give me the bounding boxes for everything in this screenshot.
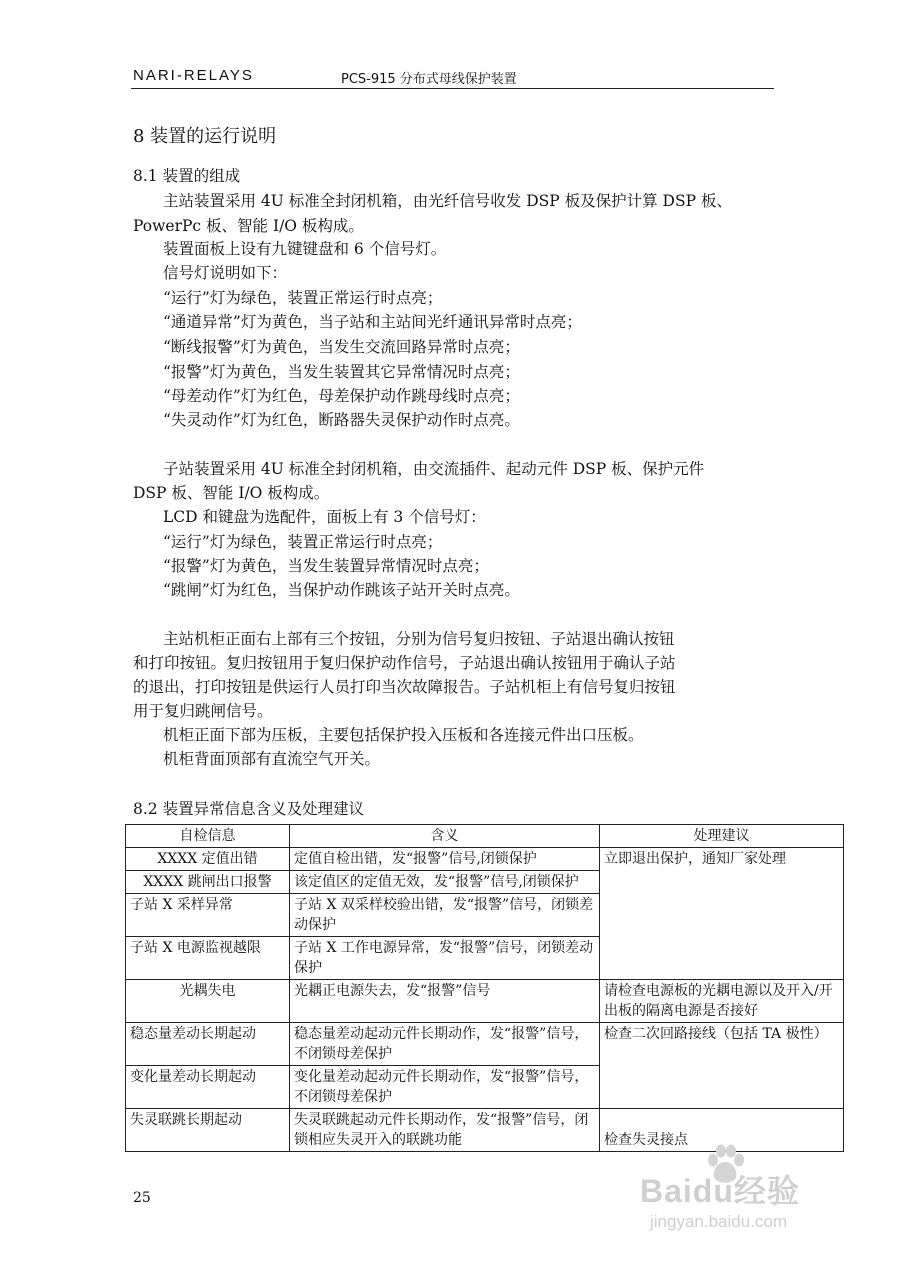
body-line: 用于复归跳闸信号。 xyxy=(133,702,273,720)
self-check-cell: XXXX 定值出错 xyxy=(126,848,290,871)
page-header-left: NARI-RELAYS xyxy=(133,67,254,84)
subsection-title-composition: 8.1 装置的组成 xyxy=(133,167,241,185)
body-line: DSP 板、智能 I/O 板构成。 xyxy=(133,484,330,502)
body-line: 主站机柜正面右上部有三个按钮，分别为信号复归按钮、子站退出确认按钮 xyxy=(163,630,675,648)
body-line: 子站装置采用 4U 标准全封闭机箱，由交流插件、起动元件 DSP 板、保护元件 xyxy=(163,460,705,478)
body-line: 装置面板上设有九键键盘和 6 个信号灯。 xyxy=(163,240,447,258)
meaning-cell: 该定值区的定值无效，发“报警”信号,闭锁保护 xyxy=(290,871,600,894)
body-line: “失灵动作”灯为红色，断路器失灵保护动作时点亮。 xyxy=(163,411,520,429)
subsection-title-fault-info: 8.2 装置异常信息含义及处理建议 xyxy=(133,800,365,818)
header-rule xyxy=(131,88,774,89)
advice-cell: 检查二次回路接线（包括 TA 极性） xyxy=(600,1023,844,1109)
self-check-cell: 失灵联跳长期起动 xyxy=(126,1109,290,1152)
body-line: “跳闸”灯为红色，当保护动作跳该子站开关时点亮。 xyxy=(163,581,520,599)
advice-cell: 检查失灵接点 xyxy=(600,1109,844,1152)
body-line: “母差动作”灯为红色，母差保护动作跳母线时点亮； xyxy=(163,387,520,405)
body-line: 的退出，打印按钮是供运行人员打印当次故障报告。子站机柜上有信号复归按钮 xyxy=(133,678,676,696)
body-line: “断线报警”灯为黄色，当发生交流回路异常时点亮； xyxy=(163,338,520,356)
self-check-cell: 子站 X 电源监视越限 xyxy=(126,937,290,980)
table-row xyxy=(126,1023,844,1066)
body-line: “报警”灯为黄色，当发生装置其它异常情况时点亮； xyxy=(163,363,520,381)
meaning-cell: 稳态量差动起动元件长期动作，发“报警”信号，不闭锁母差保护 xyxy=(290,1023,600,1066)
self-check-cell: XXXX 跳闸出口报警 xyxy=(126,871,290,894)
self-check-cell: 光耦失电 xyxy=(126,980,290,1023)
body-line: “运行”灯为绿色，装置正常运行时点亮； xyxy=(163,533,443,551)
advice-cell: 立即退出保护，通知厂家处理 xyxy=(600,848,844,980)
section-title: 8 装置的运行说明 xyxy=(133,126,277,147)
column-header-advice: 处理建议 xyxy=(600,825,844,848)
self-check-cell: 稳态量差动长期起动 xyxy=(126,1023,290,1066)
body-line: 机柜正面下部为压板，主要包括保护投入压板和各连接元件出口压板。 xyxy=(163,726,644,744)
table-row xyxy=(126,980,844,1023)
meaning-cell: 失灵联跳起动元件长期动作，发“报警”信号，闭锁相应失灵开入的联跳功能 xyxy=(290,1109,600,1152)
column-header-self-check: 自检信息 xyxy=(126,825,290,848)
body-line: 信号灯说明如下： xyxy=(163,264,288,282)
body-line: LCD 和键盘为选配件，面板上有 3 个信号灯： xyxy=(163,508,486,526)
self-check-cell: 子站 X 采样异常 xyxy=(126,894,290,937)
page-number: 25 xyxy=(133,1190,151,1206)
column-header-meaning: 含义 xyxy=(290,825,600,848)
baidu-watermark xyxy=(640,1138,840,1238)
watermark-url: jingyan.baidu.com xyxy=(650,1212,788,1231)
self-check-cell: 变化量差动长期起动 xyxy=(126,1066,290,1109)
meaning-cell: 变化量差动起动元件长期动作，发“报警”信号，不闭锁母差保护 xyxy=(290,1066,600,1109)
body-line: PowerPc 板、智能 I/O 板构成。 xyxy=(133,217,364,235)
body-line: “报警”灯为黄色，当发生装置异常情况时点亮； xyxy=(163,557,489,575)
meaning-cell: 光耦正电源失去，发“报警”信号 xyxy=(290,980,600,1023)
body-line: 和打印按钮。复归按钮用于复归保护动作信号，子站退出确认按钮用于确认子站 xyxy=(133,654,676,672)
advice-cell: 请检查电源板的光耦电源以及开入/开出板的隔离电源是否接好 xyxy=(600,980,844,1023)
meaning-cell: 子站 X 双采样校验出错，发“报警”信号，闭锁差动保护 xyxy=(290,894,600,937)
body-line: “运行”灯为绿色，装置正常运行时点亮； xyxy=(163,289,443,307)
body-line: “通道异常”灯为黄色，当子站和主站间光纤通讯异常时点亮； xyxy=(163,313,582,331)
meaning-cell: 子站 X 工作电源异常，发“报警”信号，闭锁差动保护 xyxy=(290,937,600,980)
table-header-row xyxy=(126,825,844,848)
body-line: 机柜背面顶部有直流空气开关。 xyxy=(163,750,381,768)
page-header-center: PCS-915 分布式母线保护装置 xyxy=(341,72,517,87)
table-row xyxy=(126,848,844,871)
fault-info-table xyxy=(125,824,844,1152)
meaning-cell: 定值自检出错，发“报警”信号,闭锁保护 xyxy=(290,848,600,871)
body-line: 主站装置采用 4U 标准全封闭机箱，由光纤信号收发 DSP 板及保护计算 DSP 板、 xyxy=(163,192,732,210)
watermark-logo: Baidu经验 xyxy=(640,1173,800,1209)
